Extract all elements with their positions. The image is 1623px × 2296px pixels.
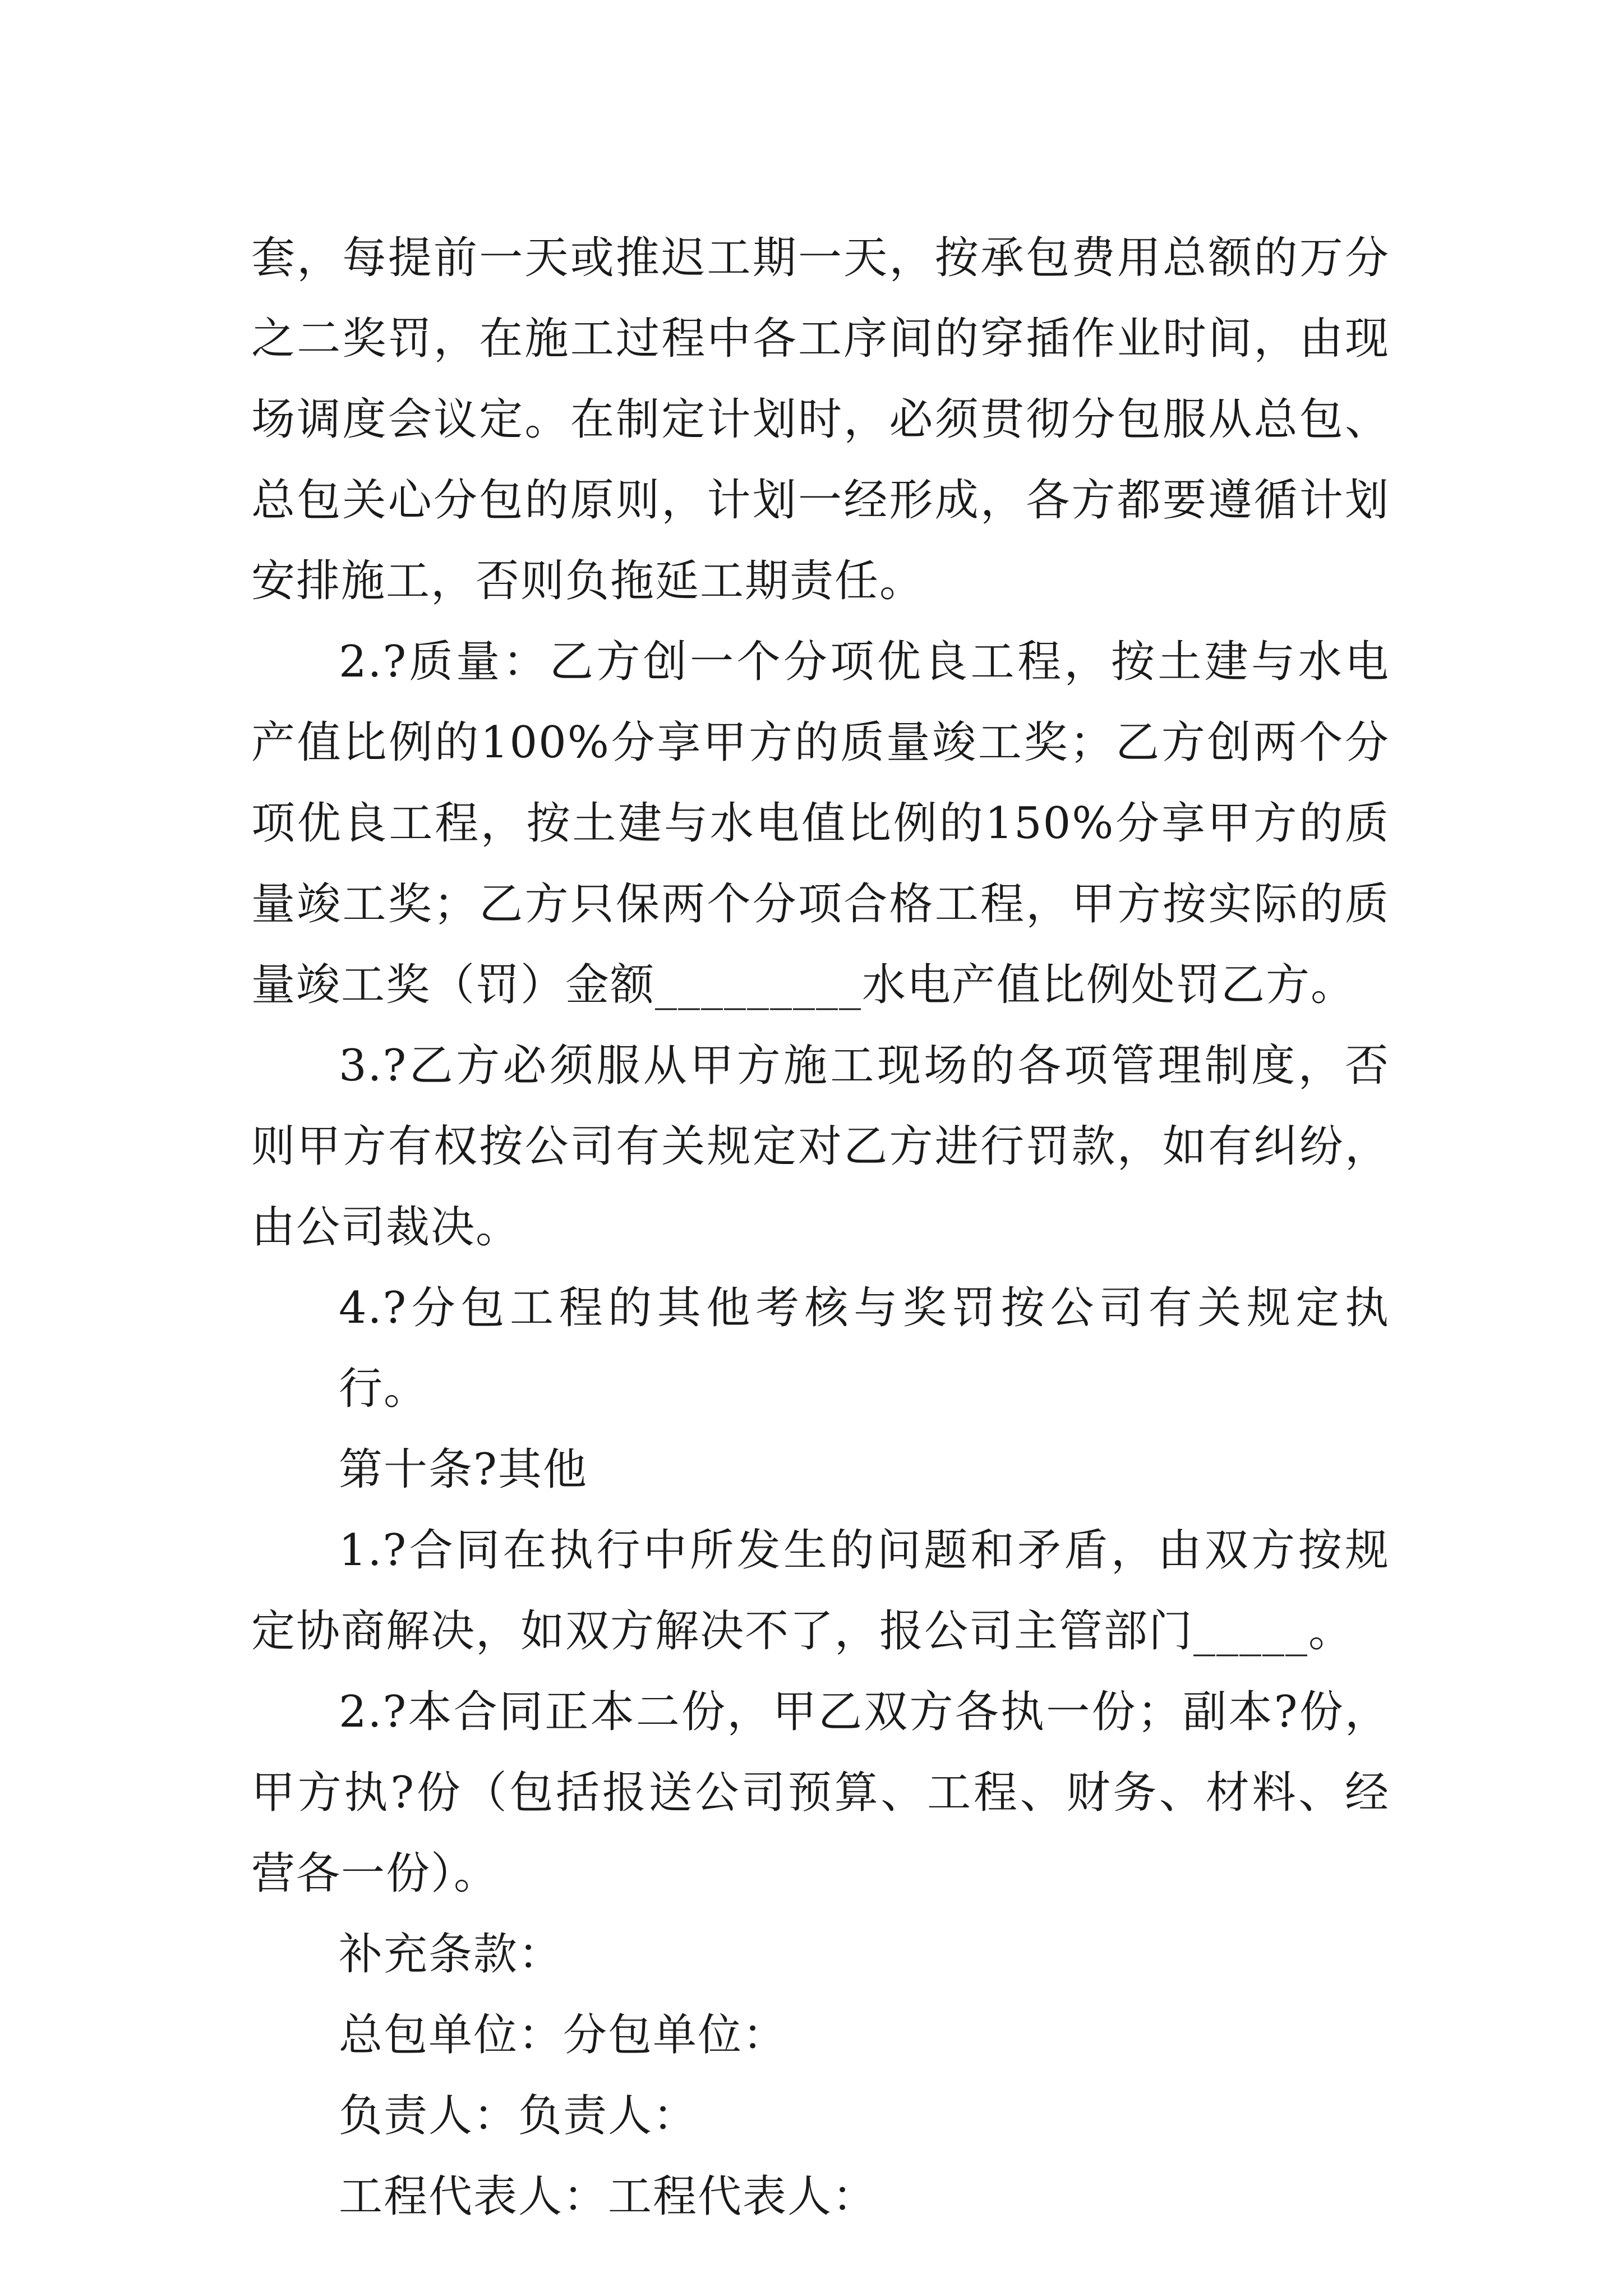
paragraph-copies: 2.?本合同正本二份，甲乙双方各执一份；副本?份，甲方执?份（包括报送公司预算、工程、财务、材料、经营各一份）。: [251, 1687, 1390, 1899]
signature-representative-line: 工程代表人：工程代表人：: [339, 2171, 878, 2222]
signature-responsible-line: 负责人：负责人：: [339, 2091, 698, 2141]
paragraph-other-assessment: 4.?分包工程的其他考核与奖罚按公司有关规定执行。: [339, 1283, 1390, 1414]
supplementary-clauses-label: 补充条款：: [339, 1929, 564, 1980]
signature-units-line: 总包单位：分包单位：: [339, 2010, 788, 2060]
article-ten-heading: 第十条?其他: [339, 1444, 588, 1495]
paragraph-quality: 2.?质量：乙方创一个分项优良工程，按土建与水电产值比例的100%分享甲方的质量竣工奖；乙方创两个分项优良工程，按土建与水电值比例的150%分享甲方的质量竣工奖；乙方只保两个分项合格工程，甲方按实际的质量竣工奖（罚）金额_________水电产值比例处罚乙方。: [251, 637, 1390, 1010]
paragraph-dispute-resolution: 1.?合同在执行中所发生的问题和矛盾，由双方按规定协商解决，如双方解决不了，报公司主管部门_____。: [251, 1525, 1390, 1657]
document-body: [251, 218, 1390, 2237]
paragraph-schedule-continuation: 套，每提前一天或推迟工期一天，按承包费用总额的万分之二奖罚，在施工过程中各工序间的穿插作业时间，由现场调度会议定。在制定计划时，必须贯彻分包服从总包、总包关心分包的原则，计划一经形成，各方都要遵循计划安排施工，否则负拖延工期责任。: [251, 233, 1390, 606]
paragraph-site-management: 3.?乙方必须服从甲方施工现场的各项管理制度，否则甲方有权按公司有关规定对乙方进行罚款，如有纠纷，由公司裁决。: [251, 1041, 1390, 1253]
